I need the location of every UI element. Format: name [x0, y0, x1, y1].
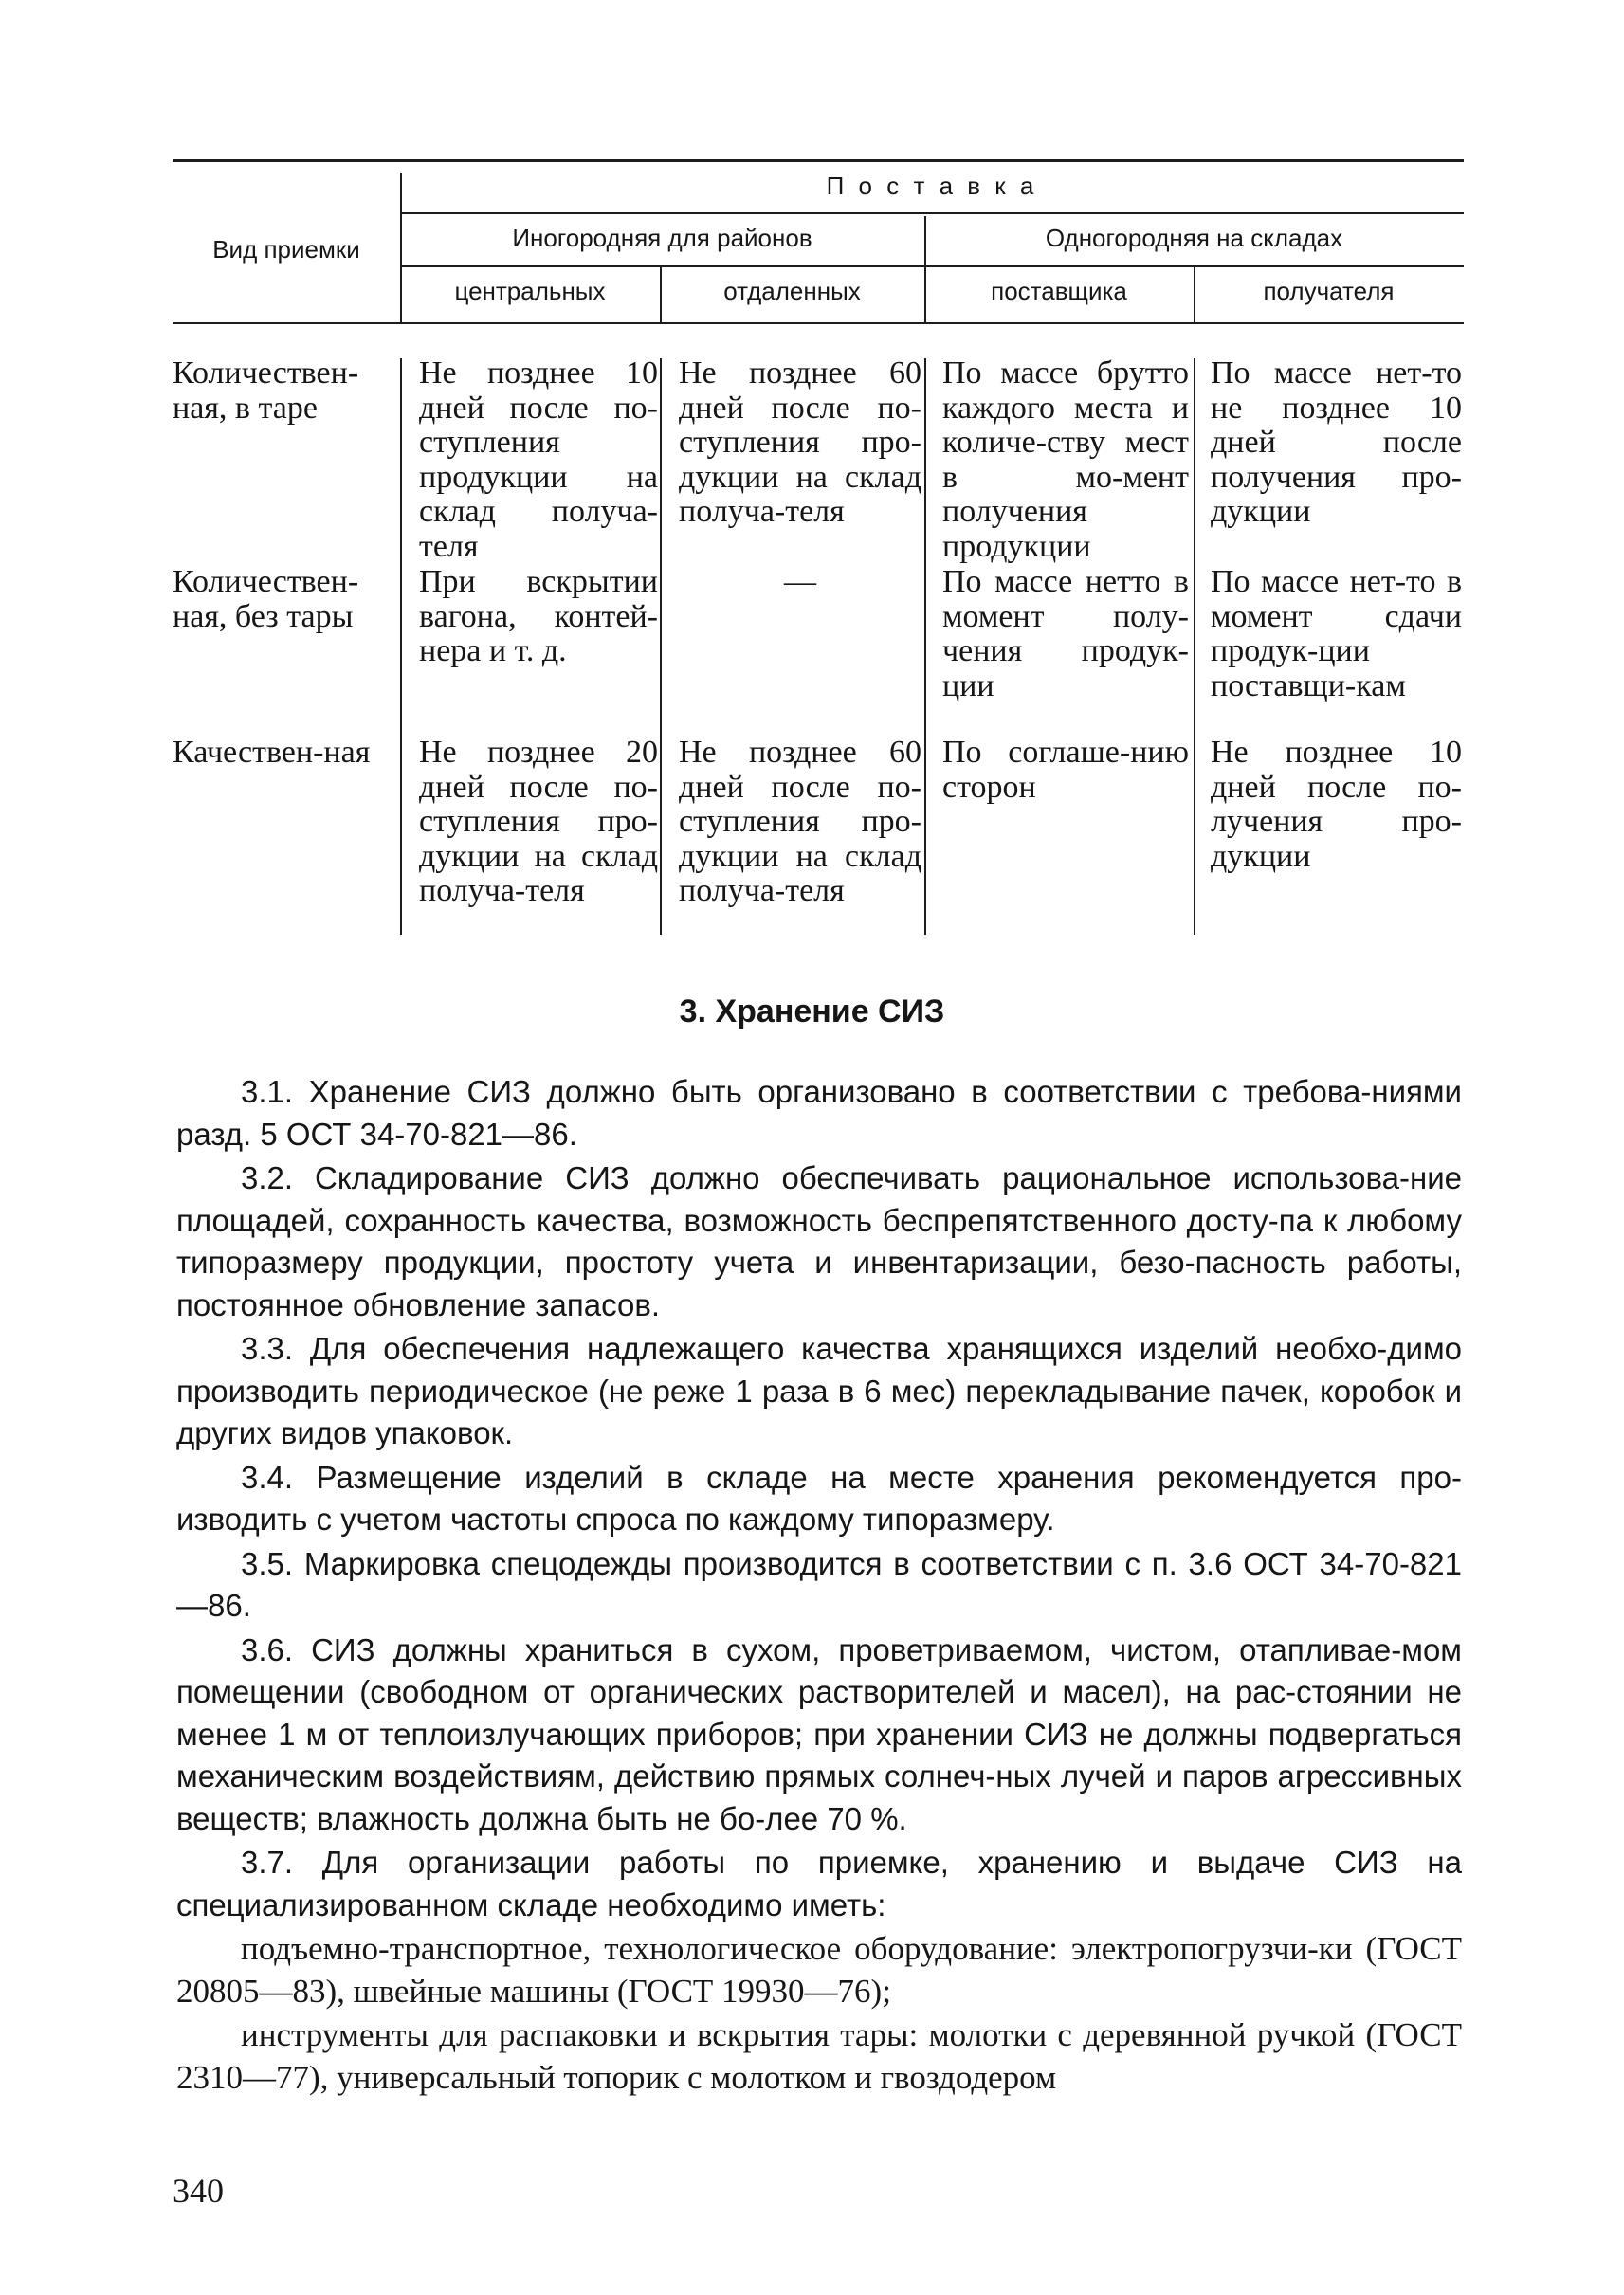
header-centralnyh: центральных	[454, 277, 606, 305]
table-row-3-poluchatelya: Не позднее 10 дней после по-лучения про-дукции	[1211, 735, 1462, 874]
paragraph-tools: инструменты для распаковки и вскрытия тары: молотки с деревянной ручкой (ГОСТ 2310—77), универсальный топорик с молотком и гвоздодером	[176, 2016, 1462, 2096]
paragraph-3-2: 3.2. Складирование СИЗ должно обеспечивать рациональное использова-ние площадей, сохранность качества, возможность беспрепятственного досту-па к любому типоразмеру продукции, простоту учета и инвентаризации, безо-пасность работы, постоянное обновление запасов.	[176, 1160, 1462, 1322]
header-rule-subgroups	[400, 265, 1464, 267]
body-divider-1	[400, 358, 402, 935]
paragraph-3-5: 3.5. Маркировка спецодежды производится в соответствии с п. 3.6 ОСТ 34-70-821—86.	[176, 1545, 1462, 1623]
table-row-2-otdalennyh: —	[784, 564, 816, 599]
header-poluchatelya: получателя	[1263, 277, 1395, 305]
table-row-2-poluchatelya: По массе нет-то в момент сдачи продук-ции поставщи-кам	[1211, 564, 1462, 703]
body-divider-3	[924, 358, 926, 935]
page-number: 340	[173, 2172, 224, 2210]
table-row-3-vid: Качествен-ная	[173, 735, 371, 770]
table-row-2-vid: Количествен-ная, без тары	[173, 564, 359, 634]
header-postavka: П о с т а в к а	[826, 172, 1038, 200]
table-row-1-vid: Количествен-ная, в таре	[173, 355, 359, 426]
paragraph-3-3: 3.3. Для обеспечения надлежащего качества хранящихся изделий необхо-димо производить периодическое (не реже 1 раза в 6 мес) перекладывание пачек, коробок и других видов упаковок.	[176, 1331, 1462, 1450]
table-top-rule	[173, 159, 1464, 162]
table-row-2-centralnyh: При вскрытии вагона, контей-нера и т. д.	[419, 564, 658, 668]
header-rule-postavka	[400, 212, 1464, 214]
paragraph-3-4: 3.4. Размещение изделий в складе на месте хранения рекомендуется про-изводить с учетом частоты спроса по каждому типоразмеру.	[176, 1459, 1462, 1537]
header-vid-priemki: Вид приемки	[212, 235, 360, 264]
body-divider-2	[660, 358, 662, 935]
header-odnogorodnyaya: Одногородняя на складах	[1045, 224, 1343, 252]
header-otdalennyh: отдаленных	[723, 277, 861, 305]
table-row-1-poluchatelya: По массе нет-то не позднее 10 дней после получения про-дукции	[1211, 355, 1462, 529]
table-row-1-postavshchika: По массе брутто каждого места и количе-ству мест в мо-мент получения продукции	[942, 355, 1189, 564]
section-body	[176, 1071, 1462, 2101]
body-divider-4	[1194, 358, 1195, 935]
header-postavshchika: поставщика	[991, 277, 1127, 305]
table-row-3-otdalennyh: Не позднее 60 дней после по-ступления про-дукции на склад получа-теля	[679, 735, 921, 908]
paragraph-3-1: 3.1. Хранение СИЗ должно быть организовано в соответствии с требова-ниями разд. 5 ОСТ 34-70-821—86.	[176, 1074, 1462, 1152]
table-row-3-postavshchika: По соглаше-нию сторон	[942, 735, 1189, 805]
paragraph-3-6: 3.6. СИЗ должны храниться в сухом, проветриваемом, чистом, отапливае-мом помещении (свободном от органических растворителей и масел), на рас-стоянии не менее 1 м от теплоизлучающих приборов; при хранении СИЗ не должны подвергаться механическим воздействиям, действию прямых солнеч-ных лучей и паров агрессивных веществ; влажность должна быть не бо-лее 70 %.	[176, 1631, 1462, 1836]
table-row-3-centralnyh: Не позднее 20 дней после по-ступления про-дукции на склад получа-теля	[419, 735, 658, 908]
section-title: 3. Хранение СИЗ	[679, 993, 945, 1029]
table-row-1-centralnyh: Не позднее 10 дней после по-ступления продукции на склад получа-теля	[419, 355, 658, 564]
header-inogorodnyaya: Иногородняя для районов	[512, 224, 812, 252]
paragraph-equipment: подъемно-транспортное, технологическое оборудование: электропогрузчи-ки (ГОСТ 20805—83), швейные машины (ГОСТ 19930—76);	[176, 1930, 1462, 2010]
header-bottom-rule	[173, 322, 1464, 324]
paragraph-3-7: 3.7. Для организации работы по приемке, хранению и выдаче СИЗ на специализированном складе необходимо иметь:	[176, 1845, 1462, 1922]
table-row-1-otdalennyh: Не позднее 60 дней после по-ступления про-дукции на склад получа-теля	[679, 355, 921, 529]
table-row-2-postavshchika: По массе нетто в момент полу-чения продук-ции	[942, 564, 1189, 703]
